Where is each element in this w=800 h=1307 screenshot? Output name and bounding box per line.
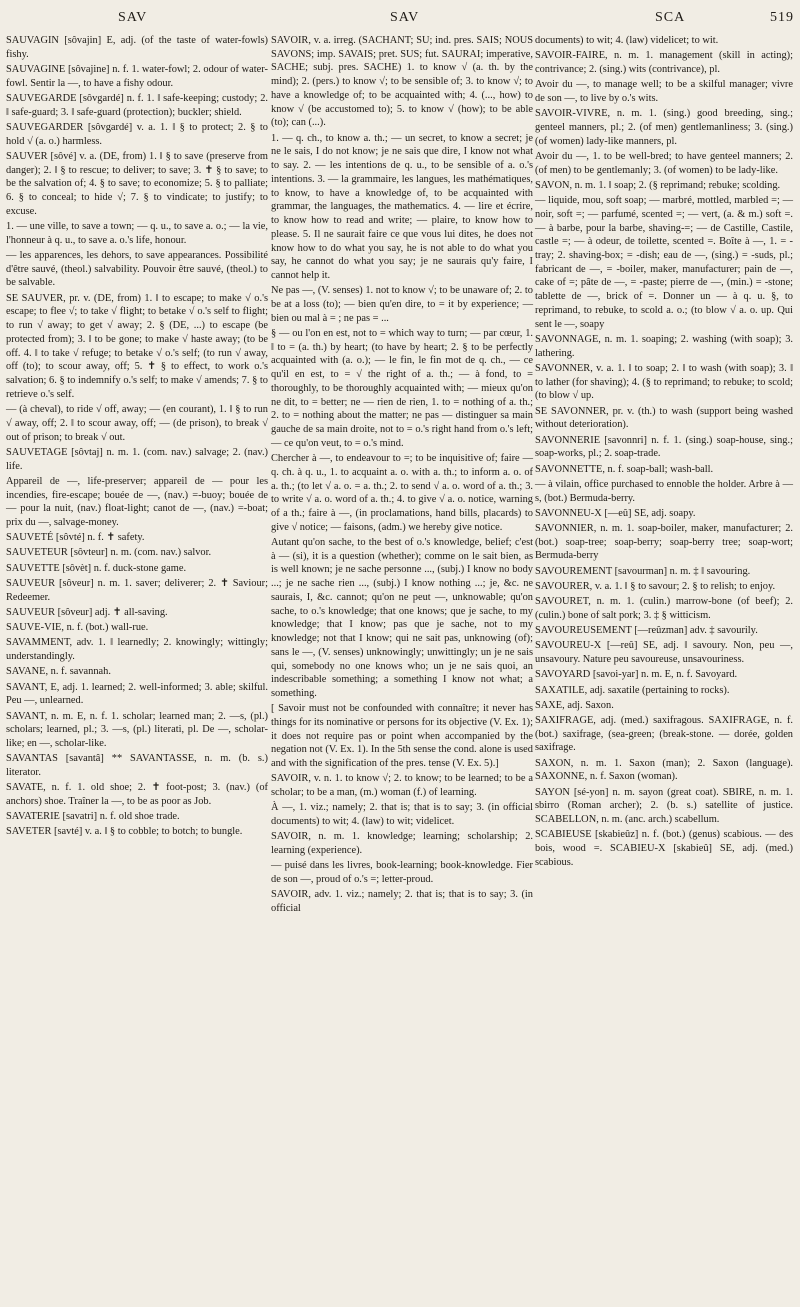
entry: SE SAUVER, pr. v. (DE, from) 1. ‖ to escape; to make √ o.'s escape; to flee √; to take √ flight; to betake √ o.'s self to flight; to run √ away; to get √ away; 2. § (DE, ...) to escape (be protected from); 3. ‖ to be gone; to make √ haste away; (to be off. 4. ‖ to take √ refuge; to betake √ o.'s self; (to run √ away, off (to); to scour away, off; 5. ✝ § to effect, to work o.'s salvation; 6. § to indemnify o.'s self; to make √ amends; 7. § to retrieve o.'s self. — [6, 292, 268, 400]
entry: SAUVETÉ [sôvté] n. f. ✝ safety. — [6, 532, 145, 544]
entry: SAVOIR, v. a. irreg. (SACHANT; SU; ind. pres. SAIS; NOUS SAVONS; imp. SAVAIS; pret. SUS; fut. SAURAI; imperative, SACHE; subj. pres. SACHE) 1. to know √ (a. th. by the mind); 2. (pers.) to know √; to be sensible of; 3. to know √; to have a knowledge of; to be acquainted with; 4. (..., how) to know √ (be accustomed to); 5. to know √ (how); to be able (to); can (...). — [271, 35, 533, 129]
entry: SAVATE, n. f. 1. old shoe; 2. ✝ foot-post; 3. (nav.) (of anchors) shoe. Traîner la —, to be as poor as Job. — [6, 782, 268, 807]
entry: SAXE, adj. Saxon. — [535, 699, 614, 711]
entry: SAVOUREUSEMENT [—reûzman] adv. ‡ savourily. — [535, 625, 758, 637]
entry: SAUVEGARDE [sôvgardé] n. f. 1. ‖ safe-keeping; custody; 2. ‖ safe-guard; 3. ‖ safe-guard (protection); buckler; shield. — [6, 92, 268, 118]
column-left — [6, 34, 268, 841]
entry: Ne pas —, (V. senses) 1. not to know √; to be unaware of; 2. to be at a loss (to); — bien qu'en dire, to = it by experience; — bien ou mal à = ; ne pas = ... — [271, 285, 533, 324]
running-head-left: SAV — [118, 10, 148, 25]
entry: SAVOIR, v. n. 1. to know √; 2. to know; to be learned; to be a scholar; to be a man, (m.) woman (f.) of learning. — [271, 773, 533, 799]
entry: SAVOIR, n. m. 1. knowledge; learning; scholarship; 2. learning (experience). — [271, 831, 533, 857]
entry: SAVETER [savté] v. a. ‖ § to cobble; to botch; to bungle. — [6, 826, 243, 838]
entry: SAVOURET, n. m. 1. (culin.) marrow-bone (of beef); 2. (culin.) bone of salt pork; 3. ‡ § witticism. — [535, 596, 793, 621]
entry: Chercher à —, to endeavour to =; to be inquisitive of; faire — q. ch. à q. u., 1. to acquaint a. o. with a. th.; to inform a. o. of a. th.; (to let √ a. o. = a. th.; 2. to send √ a. o. word of a. th.; 3. to write √ a. o. word of a. th.; 4. to give √ a. o. notice, warning of a th.; faire à —, (in proclamations, hand bills, placards) to give √ notice; — faisons, (adm.) we hereby give notice. — [271, 453, 533, 533]
entry: SAVONNAGE, n. m. 1. soaping; 2. washing (with soap); 3. lathering. — [535, 333, 793, 359]
entry: SAVAMMENT, adv. 1. ‖ learnedly; 2. knowingly; wittingly; understandingly. — [6, 637, 268, 663]
entry: SAVOURER, v. a. 1. ‖ § to savour; 2. § to relish; to enjoy. — [535, 580, 776, 592]
entry: [ Savoir must not be confounded with connaître; it never has things for its nominative or persons for its objective (V. Ex. 1); it does not require pas or point when accompanied by the negation not (V. Ex. 1). In the 5th sense the cond. alone is used and with the signification of the pres. tense (V. Ex. 5).] — [271, 703, 533, 770]
entry: SAVON, n. m. 1. ‖ soap; 2. (§ reprimand; rebuke; scolding. — [535, 179, 781, 191]
entry: — (à cheval), to ride √ off, away; — (en courant), 1. ‖ § to run √ away, off; 2. ‖ to scour away, off; — (de prison), to break √ out of prison; to break √ out. — [6, 404, 268, 443]
running-head-right: SCA — [655, 10, 686, 25]
entry: SAVONNETTE, n. f. soap-ball; wash-ball. — [535, 463, 714, 475]
entry: SAUVEUR [sôveur] n. m. 1. saver; deliverer; 2. ✝ Saviour; Redeemer. — [6, 577, 268, 603]
column-middle — [271, 34, 533, 917]
entry: — les apparences, les dehors, to save appearances. Possibilité d'être sauvé, (theol.) salvability. Pouvoir être sauvé, (theol.) to be salvable. — [6, 250, 268, 289]
entry: SAXIFRAGE, adj. (med.) saxifragous. SAXIFRAGE, n. f. (bot.) saxifrage, (sea-green; (break-stone. — dorée, golden saxifrage. — [535, 715, 793, 754]
entry: SAVANE, n. f. savannah. — [6, 666, 111, 678]
entry: SAVANT, n. m. E, n. f. 1. scholar; learned man; 2. —s, (pl.) scholars; learned, pl.; 3. —s, (pl.) literati, pl. De —, scholar-like; en —, scholar-like. — [6, 710, 268, 749]
entry: Avoir du —, to manage well; to be a skilful manager; vivre de son —, to live by o.'s wits. — [535, 79, 793, 104]
entry: SAUVEUR [sôveur] adj. ✝ all-saving. — [6, 606, 168, 618]
entry: SAXATILE, adj. saxatile (pertaining to rocks). — [535, 684, 730, 696]
entry: SAVOIR, adv. 1. viz.; namely; 2. that is; that is to say; 3. (in official — [271, 889, 533, 915]
entry: SAVOUREMENT [savourman] n. m. ‡ ‖ savouring. — [535, 565, 751, 577]
entry: SAXON, n. m. 1. Saxon (man); 2. Saxon (language). SAXONNE, n. f. Saxon (woman). — [535, 757, 793, 783]
entry: SAUVE-VIE, n. f. (bot.) wall-rue. — [6, 622, 149, 634]
entry: SAVANT, E, adj. 1. learned; 2. well-informed; 3. able; skilful. Peu —, unlearned. — [6, 681, 268, 707]
entry: SAUVETEUR [sôvteur] n. m. (com. nav.) salvor. — [6, 547, 212, 559]
entry: 1. — q. ch., to know a. th.; — un secret, to know a secret; je ne le sais, I do not know; je ne sais que dire, I know not what to say. 2. — les intentions de q. u., to be sensible of a. o.'s intentions. 3. — la grammaire, les langues, les mathématiques, to know, to have a knowledge of, to be acquainted with grammar, the languages, the mathematics. 4. — lire et écrire, to know how to read and write; — plaire, to know how to please. 5. Il ne saurait faire ce que vous lui dites, he does not know how to do what you say, he is not able to do what you say, he cannot do what you say; je ne saurais qu'y faire, I cannot help it. — [271, 132, 533, 281]
column-right — [535, 34, 793, 871]
running-head-center: SAV — [390, 10, 420, 25]
entry: SAVONNEU-X [—eû] SE, adj. soapy. — [535, 507, 696, 519]
entry: SAUVAGINE [sôvajine] n. f. 1. water-fowl; 2. odour of water-fowl. Sentir la —, to have a fishy odour. — [6, 63, 268, 89]
entry: SAVATERIE [savatri] n. f. old shoe trade. — [6, 811, 180, 823]
entry: — à vilain, office purchased to ennoble the holder. Arbre à —s, (bot.) Bermuda-berry. — [535, 478, 793, 504]
entry: Autant qu'on sache, to the best of o.'s knowledge, belief; c'est à — (si), it is a question (whether); comme on le sait bien, as is well known; je ne sache personne ..., (subj.) I know no body ...; je ne sache rien ..., (subj.) I know nothing ...; je, &c. ne saurais, I, &c. cannot; qu'on ne peut —, unknowable; qu'on sache, to o.'s knowledge; that one knows; que je sache, to my knowledge; that I know; pas que je sache, not to my knowledge; not that I know; qui ne sait pas, unknowing (of); sans le —, (V. senses) unknowingly; unwittingly; un je ne sais qui, somebody no one knows who; un je ne sais quoi, an indescribable something; a something I know not what; a something. — [271, 536, 533, 700]
entry: SAVONNER, v. a. 1. ‖ to soap; 2. ‖ to wash (with soap); 3. ‖ to lather (for shaving); 4. (§ to reprimand; to rebuke; to scold; (to blow √ up. — [535, 362, 793, 402]
entry: SAVONNERIE [savonnri] n. f. 1. (sing.) soap-house, sing.; soap-works, pl.; 2. soap-trade. — [535, 434, 793, 460]
entry: SAVOYARD [savoi-yar] n. m. E, n. f. Savoyard. — [535, 669, 738, 681]
page-number: 519 — [770, 10, 794, 25]
entry: Appareil de —, life-preserver; appareil de — pour les incendies, fire-escape; bouée de —, (nav.) =-buoy; bouée de — pour la nuit, (nav.) float-light; canot de —, (nav.) =-boat; prix du —, salvage-money. — [6, 475, 268, 528]
entry: SE SAVONNER, pr. v. (th.) to wash (support being washed without deterioration). — [535, 405, 793, 431]
entry: SAVONNIER, n. m. 1. soap-boiler, maker, manufacturer; 2. (bot.) soap-tree; soap-berry; soap-berry tree; soap-wort; Bermuda-berry — [535, 522, 793, 562]
entry: Avoir du —, 1. to be well-bred; to have genteel manners; 2. (of men) to be gentlemanly; 3. (of women) to be lady-like. — [535, 150, 793, 176]
entry: SAVOIR-FAIRE, n. m. 1. management (skill in acting); contrivance; 2. (sing.) wits (contrivance), pl. — [535, 50, 793, 75]
entry: SAUVAGIN [sôvajin] E, adj. (of the taste of water-fowls) fishy. — [6, 35, 268, 60]
entry: SAYON [sé-yon] n. m. sayon (great coat). SBIRE, n. m. 1. sbirro (Roman archer); 2. (b. s.) satellite of justice. SCABELLON, n. m. (anc. arch.) scabellum. — [535, 786, 793, 826]
entry: 1. — une ville, to save a town; — q. u., to save a. o.; — la vie, l'honneur à q. u., to save a. o.'s life, honour. — [6, 221, 268, 246]
entry: SAVOUREU-X [—reû] SE, adj. ‖ savoury. Non, peu —, unsavoury. Nature peu savoureuse, unsavouriness. — [535, 640, 793, 666]
entry: SAUVER [sôvé] v. a. (DE, from) 1. ‖ § to save (preserve from danger); 2. ‖ § to rescue; to deliver; to save; 3. ✝ § to save; to be the salvation of; 4. § to save; to economize; 5. § to palliate; 6. § to conceal; to hide √; 7. § to vindicate; to justify; to excuse. — [6, 150, 268, 217]
entry: documents) to wit; 4. (law) videlicet; to wit. — [535, 35, 719, 46]
entry: SAVOIR-VIVRE, n. m. 1. (sing.) good breeding, sing.; genteel manners, pl.; 2. (of men) gentlemanliness; 3. (sing.) (of women) lady-like manners, pl. — [535, 108, 793, 147]
entry: — puisé dans les livres, book-learning; book-knowledge. Fier de son —, proud of o.'s =; letter-proud. — [271, 860, 533, 886]
entry: SAUVEGARDER [sôvgardé] v. a. 1. ‖ § to protect; 2. § to hold √ (a. o.) harmless. — [6, 121, 268, 147]
entry: — liquide, mou, soft soap; — marbré, mottled, marbled =; — noir, soft =; — parfumé, scented =; — vert, (a. & m.) soft =. — à barbe, pour la barbe, shaving-=; — de Castille, Castile, castle =; — à odeur, de toilette, scented =. Boîte à —, 1. = -tray; 2. shaving-box; = -dish; eau de —, (sing.) = -suds, pl.; fabricant de —, = -boiler, maker, manufacturer; pain de —, cake of =; pâte de —, = -paste; pierre de —, (min.) = -stone; tablette de —, brick of =. Donner un — à q. u. §, to reprimand, to rebuke, to scold a. o.; (to blow √ a. o. up. Qui sent le —, soapy — [535, 195, 793, 330]
entry: SAUVETAGE [sôvtaj] n. m. 1. (com. nav.) salvage; 2. (nav.) life. — [6, 446, 268, 472]
entry: § — ou l'on en est, not to = which way to turn; — par cœur, 1. ‖ to = (a. th.) by heart; (to have by heart; 2. § to be perfectly acquainted with (a. o.); — le fin, le fin mot de q. ch., — ce qu'il en est, to = √ the right of a. th.; — à fond, to = thoroughly, to be thoroughly acquainted with; — mieux qu'on ne dit, to = better; ne — rien de rien, 1. to = nothing of a. th.; 2. to = nothing about the matter; ne pas — distinguer sa main gauche de sa main droite, not to = o.'s right hand from o.'s left; — ce qu'on veut, to = o.'s mind. — [271, 327, 533, 449]
entry: À —, 1. viz.; namely; 2. that is; that is to say; 3. (in official documents) to wit; 4. (law) to wit; videlicet. — [271, 802, 533, 828]
entry: SAUVETTE [sôvèt] n. f. duck-stone game. — [6, 562, 187, 574]
entry: SAVANTAS [savantâ] ** SAVANTASSE, n. m. (b. s.) literator. — [6, 753, 268, 778]
entry: SCABIEUSE [skabieûz] n. f. (bot.) (genus) scabious. — des bois, wood =. SCABIEU-X [skabieû] SE, adj. (med.) scabious. — [535, 829, 793, 868]
